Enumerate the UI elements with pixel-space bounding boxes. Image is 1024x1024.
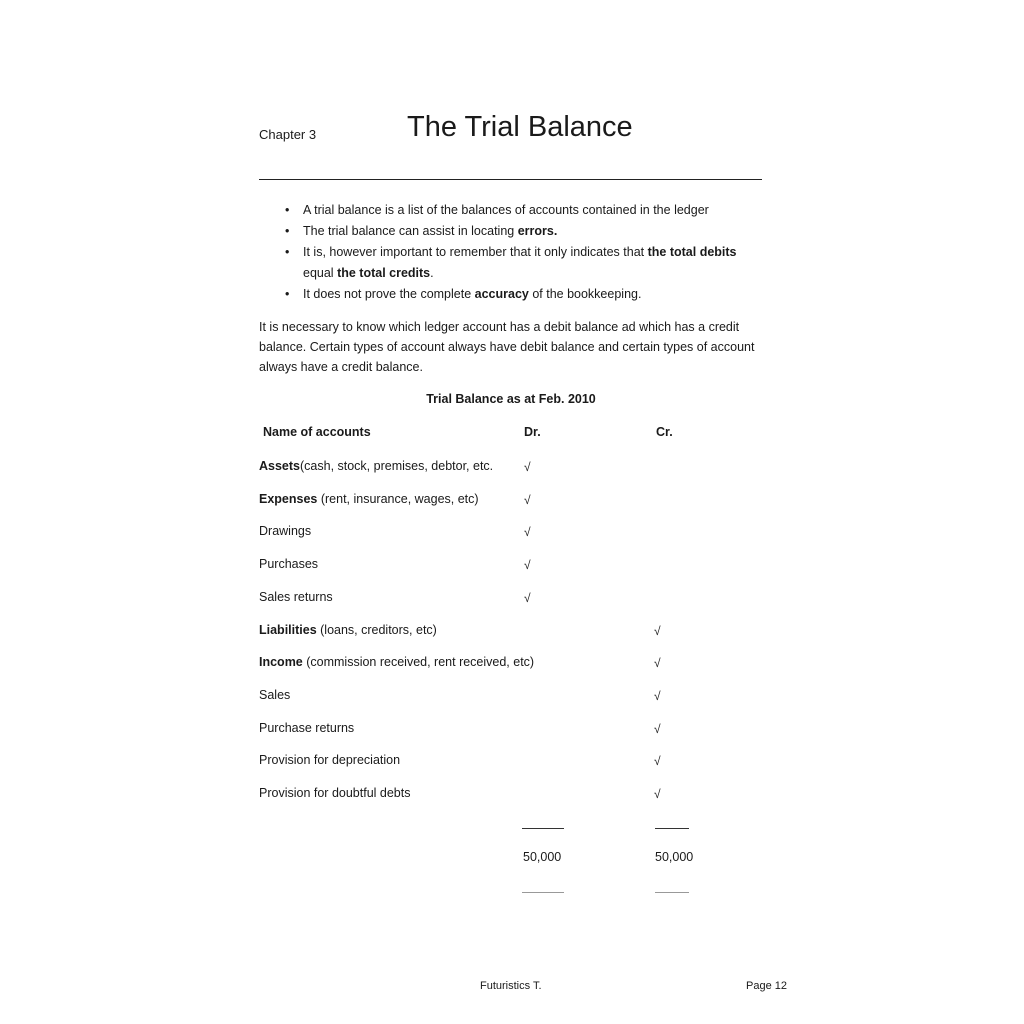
total-dr: 50,000 bbox=[523, 850, 562, 864]
account-name: Provision for depreciation bbox=[259, 753, 401, 768]
bullet-text: equal bbox=[303, 266, 338, 280]
account-row bbox=[259, 688, 290, 702]
bullet-text: It is, however important to remember that it only indicates that bbox=[303, 245, 648, 259]
column-header-cr: Cr. bbox=[656, 425, 673, 439]
page-title: The Trial Balance bbox=[407, 111, 633, 143]
account-row bbox=[259, 721, 354, 735]
column-header-dr: Dr. bbox=[524, 425, 541, 439]
account-name: Provision for doubtful debts bbox=[259, 786, 411, 800]
bullet-dot: • bbox=[285, 287, 290, 301]
dr-total-underline bbox=[522, 892, 564, 893]
bullet-text: accuracy bbox=[474, 287, 529, 301]
bullet-item bbox=[259, 221, 759, 242]
bullet-item bbox=[259, 284, 759, 305]
credit-check-mark: √ bbox=[654, 623, 661, 638]
account-category: Expenses bbox=[259, 491, 318, 506]
account-name: Purchase returns bbox=[259, 720, 355, 735]
bullet-list bbox=[259, 200, 759, 305]
bullet-dot: • bbox=[285, 203, 290, 217]
account-row bbox=[259, 459, 493, 473]
debit-check-mark: √ bbox=[524, 460, 531, 474]
bullet-text: errors. bbox=[517, 224, 558, 238]
account-name: Drawings bbox=[259, 524, 312, 539]
bullet-item bbox=[259, 242, 759, 284]
account-name: Sales bbox=[259, 687, 291, 702]
bullet-dot: • bbox=[285, 245, 290, 259]
account-row bbox=[259, 557, 318, 571]
bullet-item bbox=[259, 200, 759, 221]
title-rule bbox=[259, 179, 762, 180]
footer-left: Futuristics T. bbox=[480, 980, 542, 992]
credit-check-mark: √ bbox=[654, 787, 661, 801]
credit-check-mark: √ bbox=[654, 754, 661, 769]
account-category: Assets bbox=[259, 459, 300, 473]
chapter-label: Chapter 3 bbox=[259, 127, 317, 142]
bullet-text: A trial balance is a list of the balances of accounts contained in the ledger bbox=[303, 203, 709, 217]
account-name: Purchases bbox=[259, 557, 319, 572]
credit-check-mark: √ bbox=[654, 721, 661, 736]
bullet-text: It does not prove the complete bbox=[303, 287, 475, 301]
account-name: Sales returns bbox=[259, 589, 333, 604]
total-cr: 50,000 bbox=[655, 850, 694, 864]
bullet-text: of the bookkeeping. bbox=[528, 287, 642, 301]
account-row bbox=[259, 524, 311, 538]
intro-paragraph: It is necessary to know which ledger account has a debit balance ad which has a credit balance. Certain types of account always have debit balance and certain types of account always have a credit balance. bbox=[259, 320, 755, 374]
bullet-text: . bbox=[430, 266, 434, 280]
account-row bbox=[259, 492, 479, 506]
account-row bbox=[259, 753, 400, 767]
account-row bbox=[259, 655, 534, 669]
account-name: (loans, creditors, etc) bbox=[316, 622, 437, 637]
account-row bbox=[259, 590, 333, 604]
column-header-name: Name of accounts bbox=[263, 425, 371, 439]
account-category: Liabilities bbox=[259, 622, 317, 637]
credit-check-mark: √ bbox=[654, 656, 661, 671]
bullet-text: the total credits bbox=[337, 266, 431, 280]
bullet-text: The trial balance can assist in locating bbox=[303, 224, 518, 238]
credit-check-mark: √ bbox=[654, 688, 661, 703]
account-category: Income bbox=[259, 655, 303, 670]
account-row bbox=[259, 786, 410, 800]
account-name: (commission received, rent received, etc) bbox=[302, 655, 535, 670]
account-name: (rent, insurance, wages, etc) bbox=[317, 491, 479, 506]
debit-check-mark: √ bbox=[524, 558, 531, 573]
debit-check-mark: √ bbox=[524, 492, 531, 507]
trial-balance-title: Trial Balance as at Feb. 2010 bbox=[426, 392, 596, 406]
debit-check-mark: √ bbox=[524, 590, 531, 605]
dr-subtotal-line bbox=[522, 828, 564, 829]
cr-subtotal-line bbox=[655, 828, 689, 829]
footer-page-number: Page 12 bbox=[746, 980, 787, 992]
account-name: (cash, stock, premises, debtor, etc. bbox=[300, 459, 494, 473]
cr-total-underline bbox=[655, 892, 689, 893]
debit-check-mark: √ bbox=[524, 525, 531, 540]
account-row bbox=[259, 623, 437, 637]
bullet-text: the total debits bbox=[647, 245, 737, 259]
bullet-dot: • bbox=[285, 224, 290, 238]
